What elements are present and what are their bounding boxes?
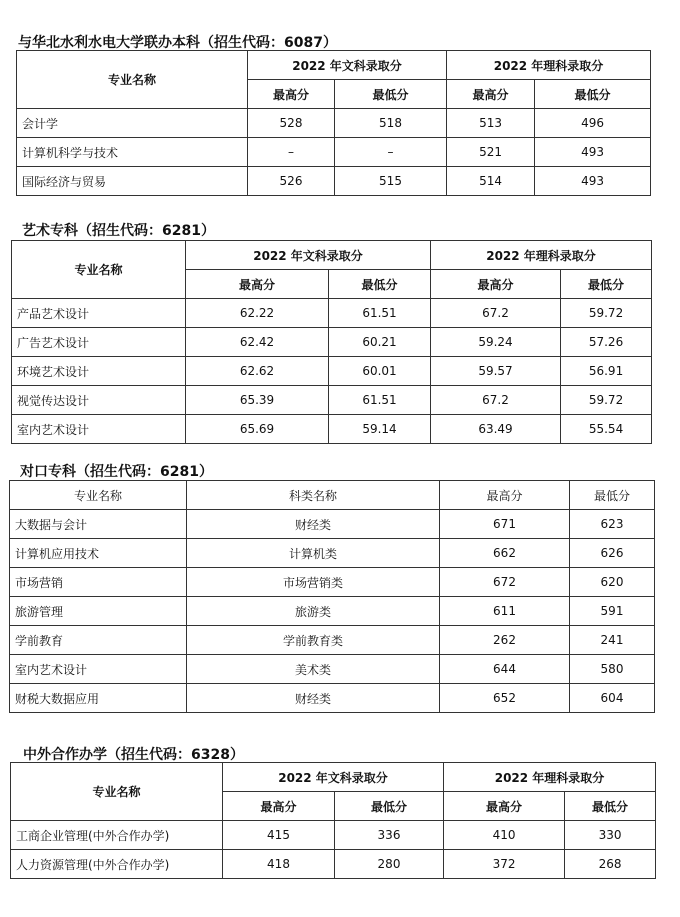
section3-table <box>9 480 655 713</box>
section4-title: 中外合作办学（招生代码：6328） <box>23 747 244 763</box>
cell-max: 672 <box>440 568 570 597</box>
cell-name: 视觉传达设计 <box>12 386 186 415</box>
header-arts: 2022 年文科录取分 <box>186 241 431 270</box>
cell-arts-min: 60.01 <box>329 357 431 386</box>
cell-name: 旅游管理 <box>10 597 187 626</box>
header-sci-min: 最低分 <box>535 80 651 109</box>
cell-max: 671 <box>440 510 570 539</box>
table-row <box>10 684 655 713</box>
cell-min: 620 <box>570 568 655 597</box>
cell-sci-min: 59.72 <box>561 386 652 415</box>
table-row <box>12 357 652 386</box>
cell-name: 学前教育 <box>10 626 187 655</box>
cell-arts-min: 280 <box>335 850 444 879</box>
cell-sci-max: 410 <box>444 821 565 850</box>
table-header-row <box>17 51 651 80</box>
table-row <box>11 821 656 850</box>
section4-table <box>10 762 656 879</box>
section2-table <box>11 240 652 444</box>
cell-sci-max: 67.2 <box>431 299 561 328</box>
table-row <box>10 597 655 626</box>
cell-max: 262 <box>440 626 570 655</box>
cell-name: 广告艺术设计 <box>12 328 186 357</box>
cell-arts-min: 60.21 <box>329 328 431 357</box>
cell-max: 611 <box>440 597 570 626</box>
cell-category: 财经类 <box>187 684 440 713</box>
cell-sci-max: 372 <box>444 850 565 879</box>
cell-name: 计算机科学与技术 <box>17 138 248 167</box>
cell-arts-min: 61.51 <box>329 386 431 415</box>
cell-sci-min: 59.72 <box>561 299 652 328</box>
table-row <box>10 626 655 655</box>
cell-arts-min: 336 <box>335 821 444 850</box>
header-sci-min: 最低分 <box>561 270 652 299</box>
cell-name: 财税大数据应用 <box>10 684 187 713</box>
cell-max: 652 <box>440 684 570 713</box>
cell-arts-max: 526 <box>248 167 335 196</box>
header-name: 专业名称 <box>12 241 186 299</box>
section1-title: 与华北水利水电大学联办本科（招生代码：6087） <box>18 35 337 51</box>
cell-arts-max: 418 <box>223 850 335 879</box>
cell-sci-min: 493 <box>535 138 651 167</box>
header-science: 2022 年理科录取分 <box>447 51 651 80</box>
table-header-row <box>10 481 655 510</box>
header-science: 2022 年理科录取分 <box>431 241 652 270</box>
cell-sci-max: 513 <box>447 109 535 138</box>
table-row <box>10 568 655 597</box>
section2-title: 艺术专科（招生代码：6281） <box>22 223 215 239</box>
table-row <box>10 655 655 684</box>
table-row <box>12 415 652 444</box>
header-arts: 2022 年文科录取分 <box>248 51 447 80</box>
cell-category: 旅游类 <box>187 597 440 626</box>
cell-arts-max: 65.69 <box>186 415 329 444</box>
table-row <box>10 539 655 568</box>
cell-category: 财经类 <box>187 510 440 539</box>
cell-min: 626 <box>570 539 655 568</box>
header-min: 最低分 <box>570 481 655 510</box>
table-header-row <box>12 241 652 270</box>
cell-min: 623 <box>570 510 655 539</box>
cell-sci-max: 67.2 <box>431 386 561 415</box>
cell-name: 大数据与会计 <box>10 510 187 539</box>
table-row <box>12 328 652 357</box>
cell-arts-max: 65.39 <box>186 386 329 415</box>
header-name: 专业名称 <box>10 481 187 510</box>
table-row <box>11 850 656 879</box>
table-row <box>12 386 652 415</box>
cell-min: 241 <box>570 626 655 655</box>
cell-arts-min: 518 <box>335 109 447 138</box>
header-arts-min: 最低分 <box>335 80 447 109</box>
cell-name: 计算机应用技术 <box>10 539 187 568</box>
cell-arts-max: 528 <box>248 109 335 138</box>
cell-name: 室内艺术设计 <box>10 655 187 684</box>
header-sci-min: 最低分 <box>565 792 656 821</box>
cell-category: 美术类 <box>187 655 440 684</box>
cell-sci-min: 496 <box>535 109 651 138</box>
cell-name: 环境艺术设计 <box>12 357 186 386</box>
table-row <box>10 510 655 539</box>
header-science: 2022 年理科录取分 <box>444 763 656 792</box>
header-category: 科类名称 <box>187 481 440 510</box>
cell-name: 国际经济与贸易 <box>17 167 248 196</box>
cell-max: 644 <box>440 655 570 684</box>
table-row <box>12 299 652 328</box>
header-arts: 2022 年文科录取分 <box>223 763 444 792</box>
header-sci-max: 最高分 <box>447 80 535 109</box>
table-row <box>17 138 651 167</box>
cell-sci-max: 514 <box>447 167 535 196</box>
cell-arts-min: – <box>335 138 447 167</box>
header-name: 专业名称 <box>11 763 223 821</box>
cell-arts-min: 515 <box>335 167 447 196</box>
cell-category: 计算机类 <box>187 539 440 568</box>
table-row <box>17 109 651 138</box>
cell-sci-min: 57.26 <box>561 328 652 357</box>
cell-sci-max: 521 <box>447 138 535 167</box>
cell-arts-max: 62.22 <box>186 299 329 328</box>
section1-table <box>16 50 651 196</box>
header-max: 最高分 <box>440 481 570 510</box>
table-row <box>17 167 651 196</box>
cell-arts-max: 62.42 <box>186 328 329 357</box>
cell-sci-min: 56.91 <box>561 357 652 386</box>
cell-category: 市场营销类 <box>187 568 440 597</box>
cell-min: 591 <box>570 597 655 626</box>
cell-name: 工商企业管理(中外合作办学) <box>11 821 223 850</box>
cell-arts-min: 59.14 <box>329 415 431 444</box>
header-sci-max: 最高分 <box>444 792 565 821</box>
table-header-row <box>11 763 656 792</box>
header-arts-max: 最高分 <box>223 792 335 821</box>
cell-name: 人力资源管理(中外合作办学) <box>11 850 223 879</box>
cell-category: 学前教育类 <box>187 626 440 655</box>
cell-arts-max: 415 <box>223 821 335 850</box>
cell-sci-min: 330 <box>565 821 656 850</box>
cell-arts-max: – <box>248 138 335 167</box>
cell-sci-max: 63.49 <box>431 415 561 444</box>
cell-sci-max: 59.24 <box>431 328 561 357</box>
cell-sci-min: 268 <box>565 850 656 879</box>
cell-min: 604 <box>570 684 655 713</box>
cell-max: 662 <box>440 539 570 568</box>
cell-min: 580 <box>570 655 655 684</box>
header-sci-max: 最高分 <box>431 270 561 299</box>
section3-title: 对口专科（招生代码：6281） <box>20 464 213 480</box>
header-arts-min: 最低分 <box>329 270 431 299</box>
header-arts-min: 最低分 <box>335 792 444 821</box>
cell-name: 市场营销 <box>10 568 187 597</box>
header-arts-max: 最高分 <box>186 270 329 299</box>
cell-arts-max: 62.62 <box>186 357 329 386</box>
cell-sci-min: 493 <box>535 167 651 196</box>
cell-name: 会计学 <box>17 109 248 138</box>
cell-name: 产品艺术设计 <box>12 299 186 328</box>
cell-name: 室内艺术设计 <box>12 415 186 444</box>
header-name: 专业名称 <box>17 51 248 109</box>
header-arts-max: 最高分 <box>248 80 335 109</box>
cell-sci-max: 59.57 <box>431 357 561 386</box>
cell-arts-min: 61.51 <box>329 299 431 328</box>
cell-sci-min: 55.54 <box>561 415 652 444</box>
